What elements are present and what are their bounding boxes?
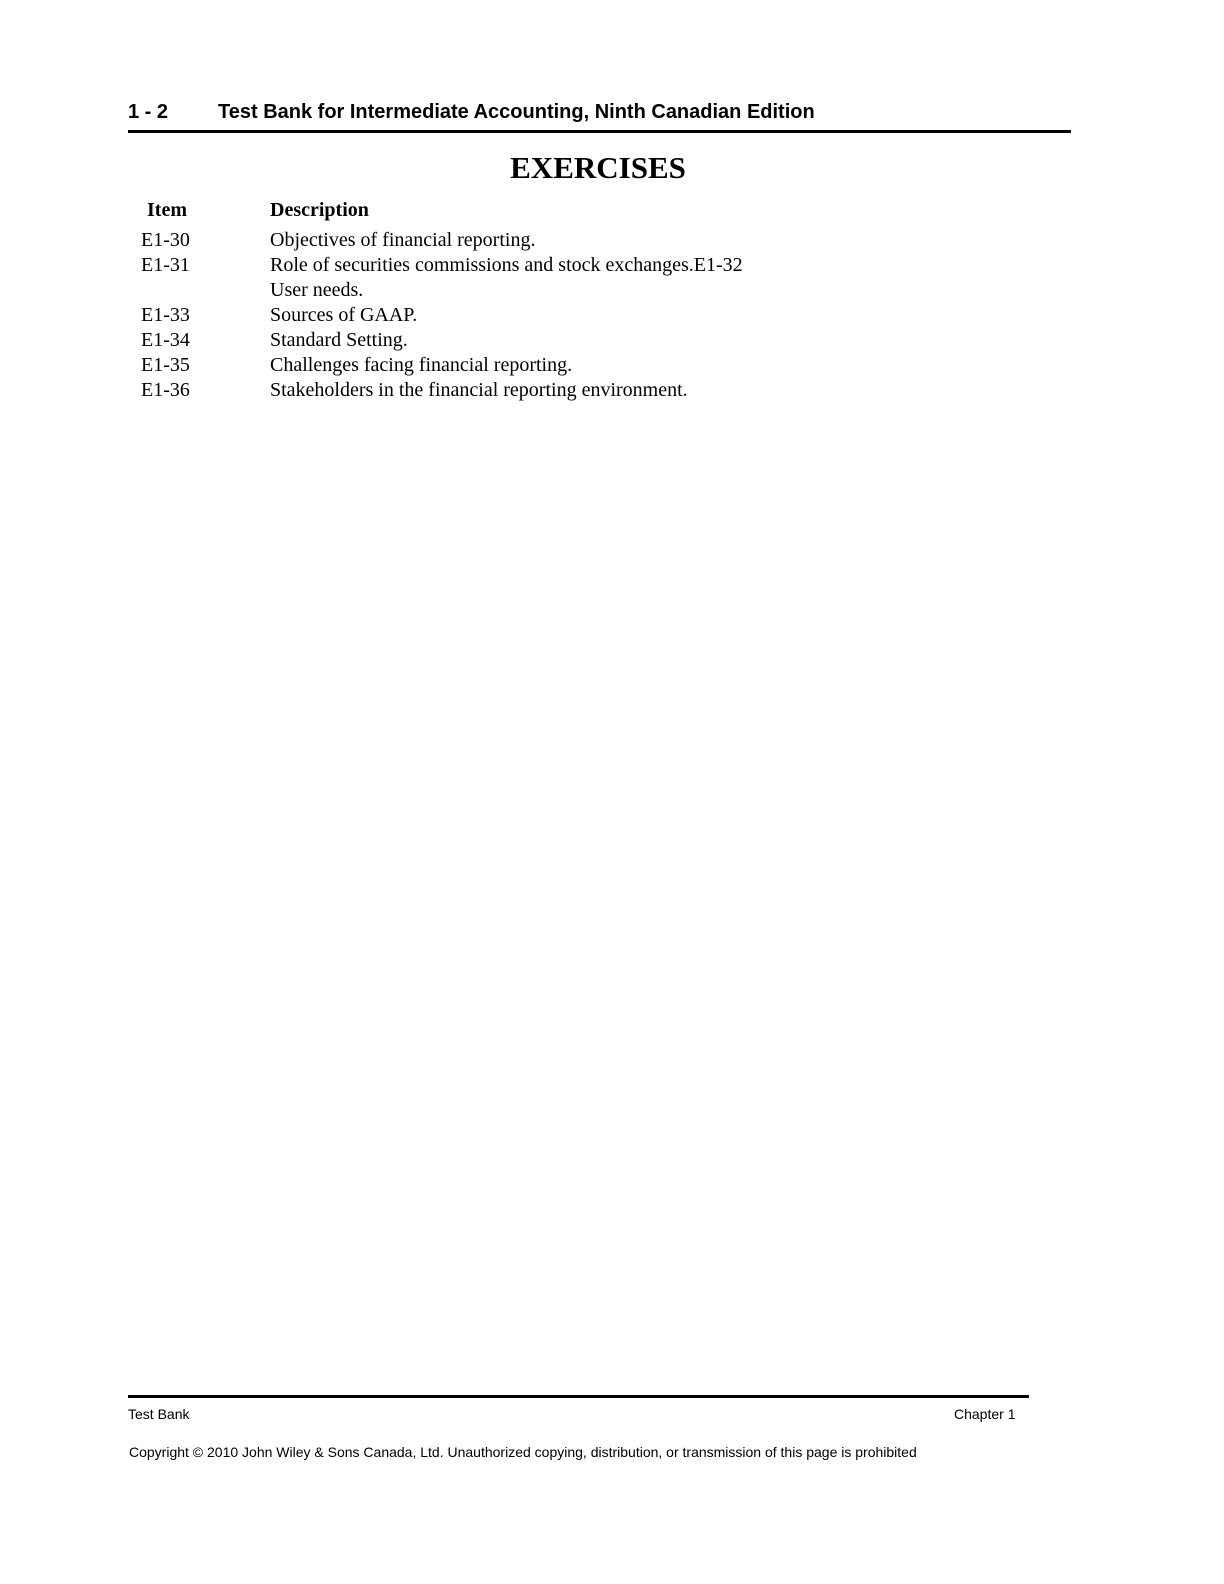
item-column-header: Item: [147, 199, 187, 221]
book-title: Test Bank for Intermediate Accounting, Ninth Canadian Edition: [218, 101, 815, 123]
footer-divider: [128, 1395, 1029, 1398]
table-row: [0, 329, 900, 354]
item-description: Challenges facing financial reporting.: [270, 354, 573, 376]
page-number: 1 - 2: [128, 101, 169, 123]
item-code: E1-36: [141, 379, 190, 401]
table-row: [0, 304, 900, 329]
page-header: [128, 100, 1071, 133]
item-description: Sources of GAAP.: [270, 304, 418, 326]
footer-left-label: Test Bank: [128, 1406, 190, 1422]
table-row: [0, 229, 900, 254]
item-code: E1-30: [141, 229, 190, 251]
item-description: Stakeholders in the financial reporting environment.: [270, 379, 688, 401]
section-title: EXERCISES: [510, 150, 686, 185]
item-description: Standard Setting.: [270, 329, 408, 351]
item-code: E1-35: [141, 354, 190, 376]
item-code: E1-33: [141, 304, 190, 326]
description-column-header: Description: [270, 199, 369, 221]
item-code: E1-34: [141, 329, 190, 351]
item-description: Objectives of financial reporting.: [270, 229, 536, 251]
copyright-notice: Copyright © 2010 John Wiley & Sons Canada, Ltd. Unauthorized copying, distribution, or transmission of this page is prohibited: [129, 1444, 917, 1460]
table-row: [0, 379, 900, 404]
table-row: [0, 354, 900, 379]
item-description: User needs.: [270, 279, 364, 301]
item-description: Role of securities commissions and stock exchanges.E1-32: [270, 254, 743, 276]
table-row: [0, 254, 900, 279]
table-row: [0, 279, 900, 304]
item-code: E1-31: [141, 254, 190, 276]
footer-chapter-label: Chapter 1: [954, 1406, 1016, 1422]
